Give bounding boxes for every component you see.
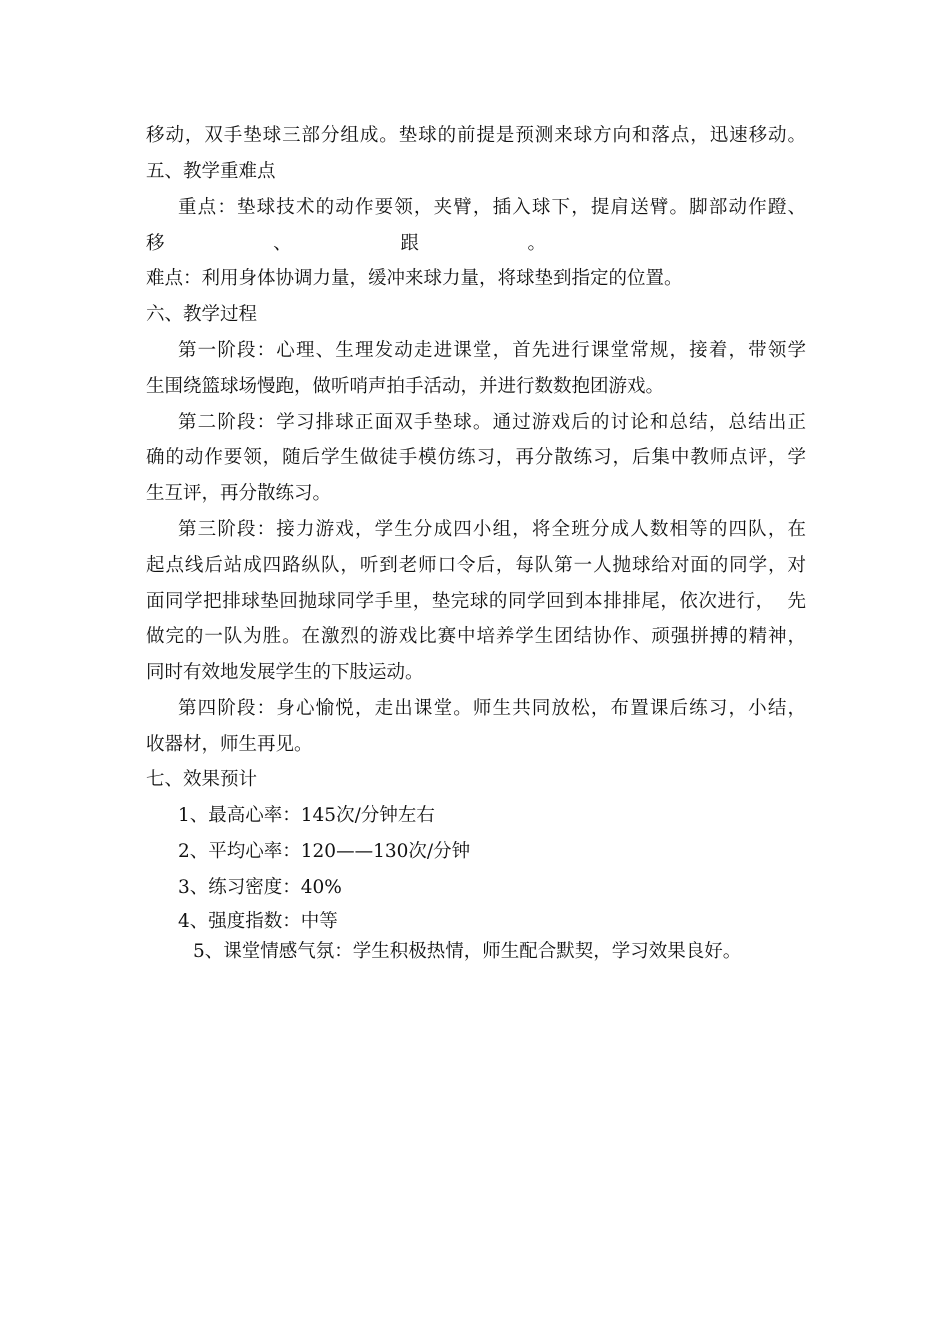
- paragraph-line: 第三阶段：接力游戏，学生分成四小组，将全班分成人数相等的四队，在: [178, 519, 806, 540]
- paragraph-line: 做完的一队为胜。在激烈的游戏比赛中培养学生团结协作、顽强拼搏的精神，: [146, 626, 806, 647]
- list-item: 2、平均心率：120——130次/分钟: [178, 841, 471, 862]
- list-item: 1、最高心率：145次/分钟左右: [178, 805, 435, 826]
- spread-char: 移: [146, 233, 165, 254]
- spread-char: 、: [273, 233, 292, 254]
- list-item: 4、强度指数：中等: [178, 911, 338, 932]
- section-heading: 六、教学过程: [146, 304, 258, 325]
- paragraph-line: 面同学把排球垫回抛球同学手里，垫完球的同学回到本排排尾，依次进行， 先: [146, 591, 806, 612]
- paragraph-line: 重点：垫球技术的动作要领，夹臂，插入球下，提肩送臂。脚部动作蹬、: [178, 197, 806, 218]
- spread-line: [146, 232, 546, 256]
- spread-char: 跟: [400, 233, 419, 254]
- section-heading: 七、效果预计: [146, 769, 258, 790]
- paragraph-line: 第二阶段：学习排球正面双手垫球。通过游戏后的讨论和总结，总结出正: [178, 412, 806, 433]
- paragraph-line: 同时有效地发展学生的下肢运动。: [146, 662, 424, 683]
- paragraph-line: 收器材，师生再见。: [146, 734, 313, 755]
- paragraph-line: 生围绕篮球场慢跑，做听哨声拍手活动，并进行数数抱团游戏。: [146, 376, 665, 397]
- paragraph-line: 第四阶段：身心愉悦，走出课堂。师生共同放松，布置课后练习，小结，: [178, 698, 806, 719]
- paragraph-line: 难点：利用身体协调力量，缓冲来球力量，将球垫到指定的位置。: [146, 268, 683, 289]
- list-item: 5、课堂情感气氛：学生积极热情，师生配合默契，学习效果良好。: [193, 941, 742, 962]
- section-heading: 五、教学重难点: [146, 161, 276, 182]
- paragraph-line: 第一阶段：心理、生理发动走进课堂，首先进行课堂常规，接着，带领学: [178, 340, 806, 361]
- list-item: 3、练习密度：40%: [178, 877, 342, 898]
- paragraph-line: 移动，双手垫球三部分组成。垫球的前提是预测来球方向和落点，迅速移动。: [146, 125, 806, 146]
- paragraph-line: 生互评，再分散练习。: [146, 483, 332, 504]
- paragraph-line: 起点线后站成四路纵队，听到老师口令后，每队第一人抛球给对面的同学，对: [146, 555, 806, 576]
- spread-char: 。: [527, 233, 546, 254]
- paragraph-line: 确的动作要领，随后学生做徒手模仿练习，再分散练习，后集中教师点评，学: [146, 447, 806, 468]
